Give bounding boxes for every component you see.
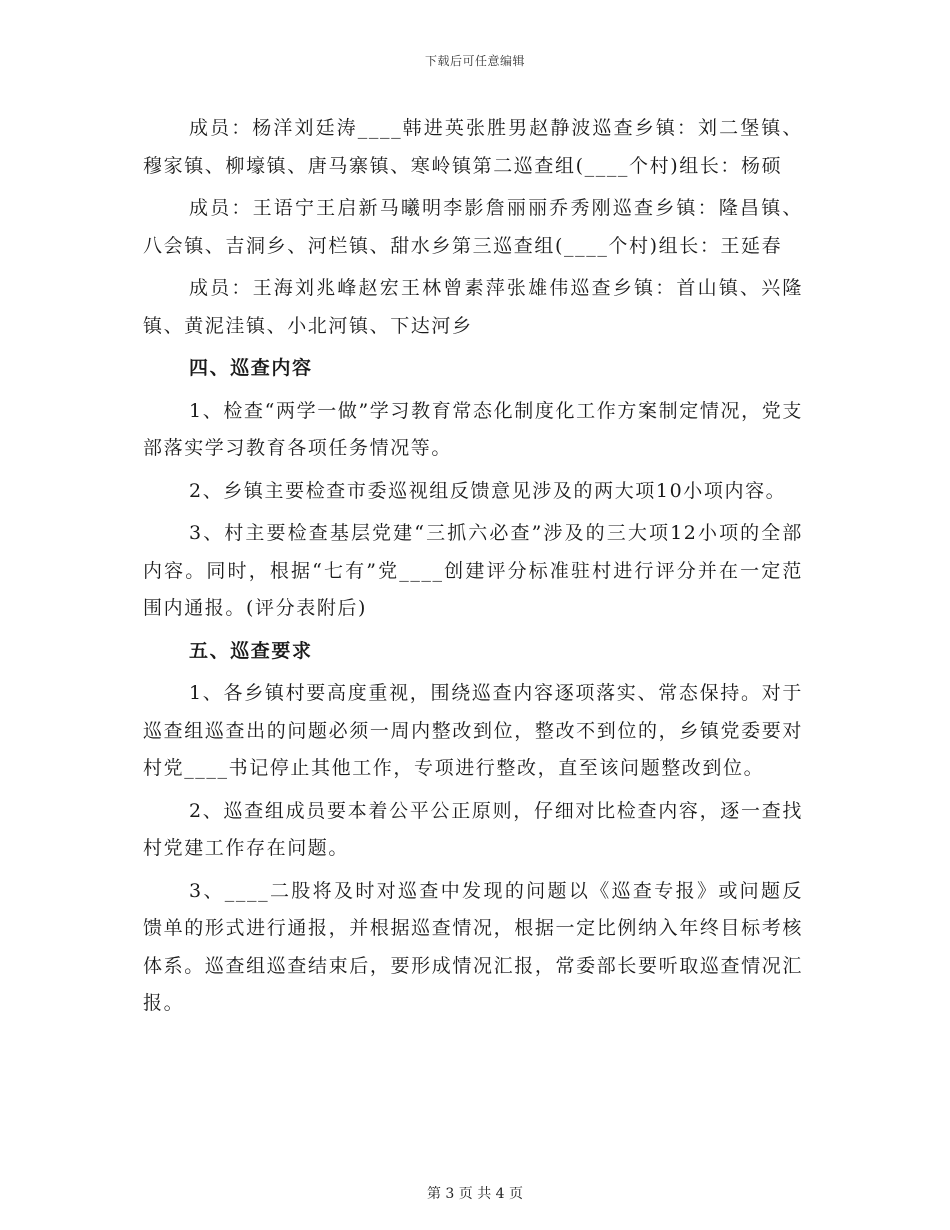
section-5-heading: 五、巡查要求 — [189, 639, 313, 662]
document-body — [143, 110, 803, 1028]
section-5-item-2: 2、巡查组成员要本着公平公正原则，仔细对比检查内容，逐一查找村党建工作存在问题。 — [143, 799, 803, 859]
members-paragraph-group-2: 成员：王语宁王启新马曦明李影詹丽丽乔秀刚巡查乡镇：隆昌镇、八会镇、吉洞乡、河栏镇、甜水乡第三巡查组(____个村)组长：王延春 — [143, 197, 803, 257]
page-number: 第 3 页 共 4 页 — [426, 1186, 524, 1202]
section-5-item-3: 3、____二股将及时对巡查中发现的问题以《巡查专报》或问题反馈单的形式进行通报，并根据巡查情况，根据一定比例纳入年终目标考核体系。巡查组巡查结束后，要形成情况汇报，常委部长要听取巡查情况汇报。 — [143, 879, 803, 1014]
members-paragraph-group-3: 成员：王海刘兆峰赵宏王林曾素萍张雄伟巡查乡镇：首山镇、兴隆镇、黄泥洼镇、小北河镇、下达河乡 — [143, 277, 803, 337]
section-4-item-3: 3、村主要检查基层党建“三抓六必查”涉及的三大项12小项的全部内容。同时，根据“七有”党____创建评分标准驻村进行评分并在一定范围内通报。(评分表附后) — [143, 522, 803, 619]
section-4-item-2: 2、乡镇主要检查市委巡视组反馈意见涉及的两大项10小项内容。 — [189, 479, 787, 502]
section-4-heading: 四、巡查内容 — [189, 357, 313, 379]
section-5-item-1: 1、各乡镇村要高度重视，围绕巡查内容逐项落实、常态保持。对于巡查组巡查出的问题必须一周内整改到位，整改不到位的，乡镇党委要对村党____书记停止其他工作，专项进行整改，直至该问题整改到位。 — [143, 682, 803, 779]
members-paragraph-group-1: 成员：杨洋刘廷涛____韩进英张胜男赵静波巡查乡镇：刘二堡镇、穆家镇、柳壕镇、唐马寨镇、寒岭镇第二巡查组(____个村)组长：杨硕 — [143, 117, 803, 177]
page-header: 下载后可任意编辑 — [424, 54, 525, 68]
section-4-item-1: 1、检查“两学一做”学习教育常态化制度化工作方案制定情况，党支部落实学习教育各项任务情况等。 — [143, 399, 803, 459]
